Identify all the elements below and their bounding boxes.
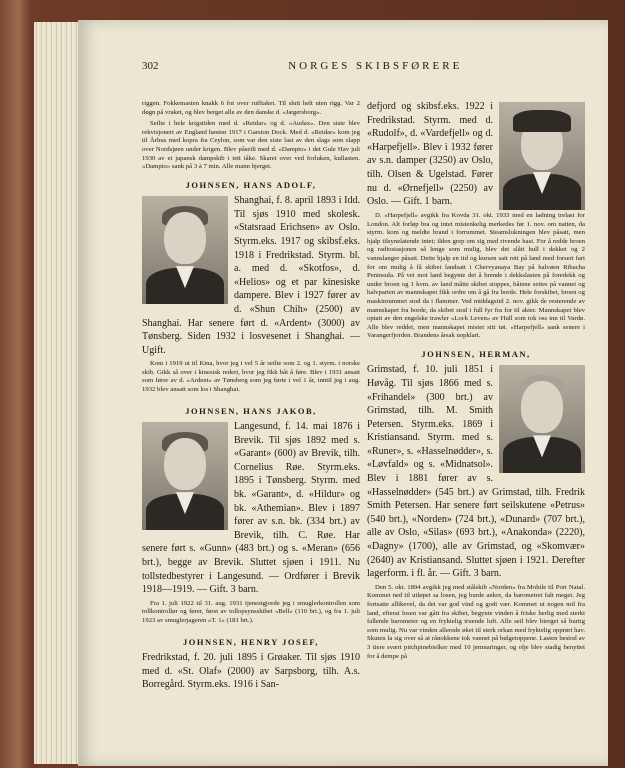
entry-note: Kom i 1919 ut til Kina, hvor jeg i vel 5 år seilte som 2. og 1. styrm. i norske skib. Gikk så over i kinesisk rederi, hvor jeg fikk båt å føre. Blev i 1931 ansatt som fører av d. «Ardent» av Tønsberg som jeg førte i vel 1 år, inntil jeg i aug. 1932 blev ansatt som los i Shanghai. <box>142 360 360 394</box>
entry-note: D. «Harpefjell» avgikk fra Kovda 31. okt. 1933 med en ladning trelast for London. Alt forløp bra og intet mistenkelig merkedes før 1. nov. om natten, da styrm. kom og meldte brand i forrummet. Steamslukningen blev påsatt, men hjalp tilsynelatende intet; ilden grep om sig med rivende hast. For å redde broen og radiostasjonen så lenge som mulig, blev det slått hull i dekket og 2 vannslanger påsatt. Dette hjalp en tid og kursen satt rett på land med forsert fart for om mulig å få skibet landsatt i Chervyanaya Bay på halvøen Ribacha Peninsula. På vei mot land begynte det å brende i dekkslasten på foredekk og under broen og 1 kvm. av land måtte skibet stoppes, båtene settes på vannet og halvparten av mannskapet fikk ordre om å gå fra borde. Hele forskibet, broen og maskinrummet stod da i flammer. Ved middagstid 2. nov. gikk de resterende av mannskapet fra borde, da skibet stod i full fyr fra for til akter. Mannskapet blev optatt av den engelske trawler «Lock Leven» av Hull som tok oss inn til Vardø. Alle blev reddet, men mannskapet mistet sitt tøi. «Harpefjell» sank senere i Varangerfjorden. Brandens årsak uopklart. <box>367 212 585 340</box>
running-title: NORGES SKIBSFØRERE <box>288 60 463 72</box>
entry-text: Grimstad, f. 10. juli 1851 i Høvåg. Til sjøs 1866 med s. «Frihandel» (300 brt.) av Grimstad, tilh. M. Smith Petersen. Styrm.eks. 1869 i Kristiansand. Styrm. med s. «Runer», s. «Hasselnødder», s. «Løvfald» og s. «Midnatsol». Blev i 1881 fører av s. «Hasselnødder» (545 brt.) av Grimstad, tilh. Fredrik Smith Petersen. Har senere ført seilskutene «Petrus» (540 brt.), «Norden» (724 brt.), «Dunard» (707 brt.), alle av Oslo, «Silas» (693 brt.), «Anakonda» (2220), «Dagny» (1700), alle av Grimstad, og «Skomvær» (2640) av Kristiansand. Sluttet sjøen i 1921. Derefter lagerform. i fl. år. — Gift. 3 barn. <box>367 364 585 580</box>
intro-text: riggen. Fokkemasten knakk 6 fot over rufftaket. Til slutt helt uten rigg. Var 2 døgn på vraket, og blev berget alle av den danske d. «Jægersborg». <box>142 100 360 116</box>
left-column <box>142 100 360 695</box>
portrait-photo <box>142 422 228 530</box>
portrait-photo <box>142 196 228 304</box>
entry-note: Den 5. okt. 1894 avgikk jeg med stålskib «Norden» fra Mobile til Port Natal. Kommet ned til utløpet sa losen, jeg burde ankre, da barometret falt meget. Jeg fortsatte allikevel, da det var god vind og godt vær. Kommet ut nogen mil fra land, efterat losen var gått fra skibet, begynte vinden å friske herlig med sterkt fallende barometer og en fryktelig truende luft. Alle seil blev bierget så hurtig som mulig. Nu var vinden allerede øket til sterk orkan med fryktelig opprørt hav. Skuten la sig over så at rånokkene tok vannet på bølgetoppene. Lasten bestod av 3 tiere svært pitchpinebielker med 10 jernnaringer, og olje blev stadig benyttet for å dempe på <box>367 583 585 660</box>
entry-heading: JOHNSEN, HERMAN, <box>421 348 531 359</box>
entry-text: Langesund, f. 14. mai 1876 i Brevik. Til sjøs 1892 med s. «Garant» (600) av Brevik, tilh. Cornelius Røe. Styrm.eks. 1895 i Tønsberg. Styrm. med bk. «Garant», d. «Hildur» og bk. «Athemian». Blev i 1897 fører av s.n. bk. (334 brt.) av Brevik, tilh. C. Røe. Har senere ført s. «Gunn» (483 brt.) og s. «Meran» (656 brt.), begge av Brevik. Sluttet sjøen i 1911. Nu tollstedbestyrer i Langesund. — Ordfører i Brevik 1918—1919. — Gift. 3 barn. <box>142 421 360 596</box>
entry-johnsen-hans-jakob <box>142 420 360 629</box>
entry-johnsen-hans-adolf <box>142 194 360 398</box>
entry-text: defjord og skibsf.eks. 1922 i Fredrikstad. Styrm. med d. «Rudolf», d. «Vardefjell» og d. «Harpefjell». Blev i 1932 fører av s.n. damper (3250) av Oslo, tilh. Olsen & Ugelstad. Fører nu d. «Ørnefjell» (2250) av Oslo. — Gift. 1 barn. <box>367 101 493 208</box>
page-header <box>142 60 592 72</box>
page-edges <box>34 22 82 764</box>
page-number: 302 <box>142 60 159 72</box>
entry-text: Shanghai, f. 8. april 1893 i Idd. Til sjøs 1910 med skolesk. «Statsraad Erichsen» av Oslo. Styrm.eks. 1917 og skibsf.eks. 1918 i Fredrikstad. Styrm. bl. a. med d. «Skotfos», d. «Helios» og et par kinesiske dampere. Blev i 1927 fører av d. «Shun Chih» (2500) av Shanghai. Har senere ført d. «Ardent» (3000) av Tønsberg. Siden 1932 i losvesenet i Shanghai. — Ugift. <box>142 195 360 356</box>
entry-continued <box>367 100 585 212</box>
book-page <box>78 20 608 766</box>
portrait-photo <box>499 365 585 473</box>
entry-heading: JOHNSEN, HANS JAKOB, <box>185 405 317 416</box>
entry-heading: JOHNSEN, HENRY JOSEF, <box>183 636 319 647</box>
portrait-photo-captain <box>499 102 585 210</box>
entry-johnsen-herman <box>367 363 585 584</box>
right-column <box>367 100 585 664</box>
intro-text-2: Seilte i hele krigstiden med d. «Reidar» og d. «Audax». Den siste blev rekvisjonert av England høsten 1917 i Garston Dock. Med d. «Reidar» kom jeg til Århus med kopra fra Ceylon, som var den siste last av den slags som slapp over Nordsjøen under krigen. Blev påseilt med d. «Dampto» i det Gule Hav juli 1930 av et japansk dampskib i tett tåke. Skaret over ved forluken, kullasten. «Dampto» sank på 3 à 7 min. Alle mann bjerget. <box>142 120 360 171</box>
entry-note: Fra 1. juli 1922 til 31. aug. 1931 tjenestgjorde jeg i smuglerkontrollen som tollkontrollør og fører, først av tollopsynsskibet «Bell» (110 brt.), og fra 1. juli 1923 av smuglerjageren «T. 1» (181 brt.). <box>142 599 360 624</box>
entry-text: Fredrikstad, f. 20. juli 1895 i Grøaker. Til sjøs 1910 med d. «St. Olaf» (2000) av Sarpsborg, tilh. A.s. Borregård. Styrm.eks. 1916 i San- <box>142 651 360 691</box>
entry-heading: JOHNSEN, HANS ADOLF, <box>185 179 317 190</box>
